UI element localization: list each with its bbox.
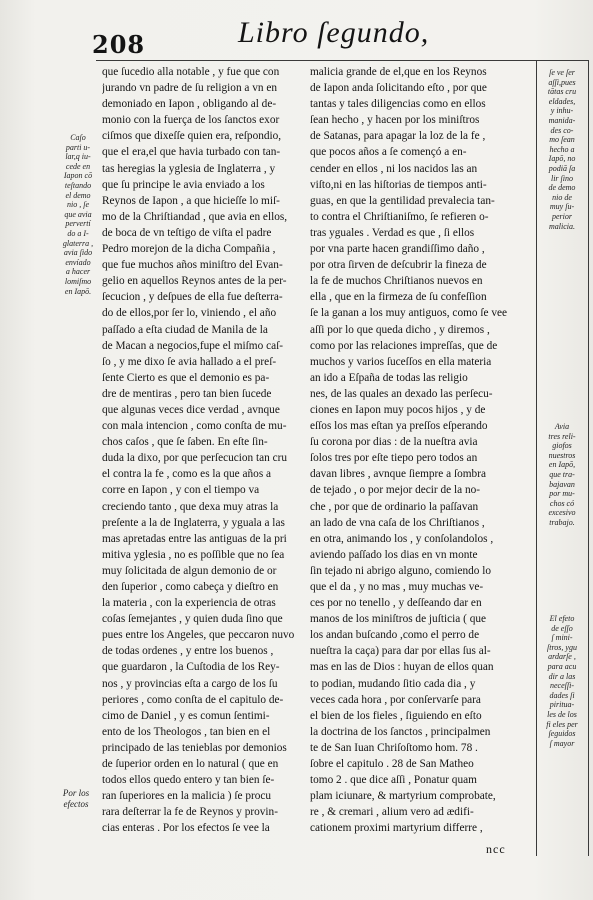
text-line: por otra ſirven de deſcubrir la fineza de [310, 259, 487, 272]
text-line: la materia , con la experiencia de otras [102, 597, 276, 610]
margin-note-line: nio de [552, 192, 572, 202]
text-line: cender en ellos , ni los nacidos las an [310, 162, 478, 175]
text-line: che , por que de ordinario la paſſavan [310, 500, 479, 513]
text-line: en otra, animando los , y conſolandolos , [310, 532, 494, 545]
text-line: ſu corona por dias : de la nueſtra avia [310, 436, 478, 449]
text-line: el contra la fe , como es la que años a [102, 468, 272, 481]
text-line: plam iciunare, & martyrium comprobate, [310, 790, 496, 803]
text-line: los andan buſcando ,como el perro de [310, 629, 480, 642]
margin-note-line: nio , ſe [67, 200, 89, 210]
text-line: chos caſos , que ſe ſaben. En eſte ſin- [102, 436, 268, 449]
text-line: que ſu principe le avia enviado a los [102, 178, 265, 191]
text-line: malicia grande de el,que en los Reynos [310, 66, 487, 78]
text-line: principado de las tenieblas por demonios [102, 741, 287, 754]
text-line: corre en Iapon , y con el tiempo va [102, 484, 260, 497]
text-line: davan libres , avnque ſiempre a ſombra [310, 468, 486, 481]
margin-note-line: eldades, [548, 96, 576, 106]
text-line: de todas ordenes , y entre los buenos , [102, 645, 274, 658]
margin-note-line: que avia [64, 209, 92, 219]
text-line: demoniado en Iapon , obligando al de- [102, 98, 277, 111]
text-line: ſecucion , y deſpues de ella fue deſterra- [102, 291, 283, 304]
text-line: que el era,el que havia turbado con tan- [102, 146, 281, 159]
margin-note-left-2 [52, 788, 100, 810]
margin-note-line: perior [552, 211, 572, 221]
text-line: de boca de vn teſtigo de viſta el padre [102, 226, 272, 239]
margin-note-right-3 [536, 614, 588, 748]
margin-note-line: en Iapō, [548, 460, 576, 470]
text-line: an lado de vna caſa de los Chriſtianos , [310, 516, 485, 529]
margin-note-line: Iapō, no [548, 154, 576, 164]
margin-note-line: envíado [65, 257, 91, 267]
text-line: que pocos años a ſe començó a en- [310, 146, 467, 159]
margin-note-right-1 [536, 68, 588, 231]
margin-note-line: dir a las [548, 671, 576, 681]
margin-note-line: muy ſu- [549, 202, 575, 212]
margin-note-line: lomiſmo [64, 276, 92, 286]
text-line: an ido a Eſpaña de todas las religio [310, 371, 468, 384]
text-line: guas, en que la gentilidad prevalecia tan- [310, 194, 495, 207]
text-line: todos ellos quedo entero y tan bien ſe- [102, 774, 275, 787]
text-line: nueſtra la caça) para dar por ellas ſus al- [310, 645, 491, 658]
text-line: jurando vn padre de ſu religion a vn en [102, 82, 278, 95]
margin-note-line: lir ſino [550, 173, 573, 183]
margin-note-line: les de los [547, 709, 577, 719]
margin-note-line: malicia. [549, 221, 575, 231]
margin-note-line: por mu- [549, 489, 575, 499]
text-line: to podian, mudando ſitio cada dia , y [310, 677, 476, 690]
text-line: nes, de las quales an dexado las perſecu- [310, 387, 493, 400]
margin-note-line: glaterra , [62, 238, 94, 248]
margin-note-line: ſe ve ſer [549, 68, 575, 77]
margin-note-right-2 [536, 422, 588, 528]
text-line: periores , como conſta de el capitulo de- [102, 693, 284, 706]
text-line: muy ſolicitada de algun demonio de or [102, 564, 277, 577]
margin-note-line: trabajo. [549, 517, 575, 527]
text-line: paſſado a eſta ciudad de Manila de la [102, 323, 268, 336]
page-number: 208 [92, 30, 146, 59]
text-line: de ſuperior orden en lo natural ( que en [102, 758, 279, 771]
margin-note-line: mo ſean [549, 135, 575, 145]
margin-note-line: teſtando [64, 180, 92, 190]
margin-note-line: Por los [62, 788, 90, 798]
text-line: por vna parte hacen grandiſſimo daño , [310, 243, 485, 256]
text-line: re , & cremari , alium vero ad ædifi- [310, 806, 474, 819]
text-line: ciones en Iapon muy pocos hijos , y de [310, 403, 486, 416]
margin-note-line: ſeguidos [548, 729, 576, 739]
text-line: ſobre el capitulo . 28 de San Matheo [310, 758, 474, 771]
text-line: te de San Iuan Chriſoſtomo hom. 78 . [310, 741, 478, 754]
margin-note-line: Avia [554, 422, 570, 431]
header-rule [96, 60, 536, 61]
text-line: de Satanas, para apagar la loz de la fe , [310, 130, 486, 143]
margin-note-line: en Iapō. [64, 286, 92, 296]
signature-mark: ncc [486, 842, 506, 856]
text-line: pues entre los Angeles, que peccaron nuvo [102, 629, 295, 642]
margin-note-line: que tra- [549, 469, 575, 479]
text-line: do de ellos,por ſer lo, viniendo , el año [102, 307, 277, 320]
margin-note-line: tātas cru [547, 87, 577, 97]
text-line: rara deſterrar la fe de Reynos y provin- [102, 806, 278, 819]
margin-note-line: podiā ſa [548, 163, 576, 173]
text-line: cias enteras . Por los efectos ſe vee la [102, 822, 270, 835]
margin-note-line: ſ mini- [551, 633, 573, 643]
text-line: dre de mentiras , pero tan bien ſucede [102, 387, 272, 400]
margin-note-line: El efeto [549, 614, 575, 623]
text-line: ciſmos que dixeſſe quien era, reſpondio, [102, 130, 282, 143]
margin-note-line: hecho a [549, 144, 575, 154]
margin-note-line: chos có [549, 498, 575, 508]
text-line: ſe la ganan a los muy antiguos, como ſe vee [310, 307, 508, 320]
text-line: tas heregias la yglesia de Inglaterra , y [102, 162, 276, 175]
margin-note-line: des co- [550, 125, 574, 135]
margin-note-line: tres reli- [548, 431, 576, 441]
margin-note-line: y inhu- [550, 106, 574, 116]
text-line: mo de la Chriſtiandad , que avia en ellos, [102, 210, 288, 223]
margin-note-line: a hacer [65, 267, 91, 277]
text-line: ces por no tenello , y deſſeando dar en [310, 597, 482, 610]
margin-rule-outer [588, 60, 589, 856]
margin-note-line: pervertí [65, 219, 91, 229]
text-line: Pedro morejon de la dicha Compañia , [102, 243, 276, 256]
margin-note-line: de demo [548, 183, 576, 193]
margin-note-line: bajavan [549, 479, 575, 489]
text-line: cimo de Daniel , y es comun ſentimi- [102, 709, 270, 722]
text-line: ſolos tres por eſte tiepo pero todos an [310, 452, 478, 465]
margin-note-line: de eſſo [551, 623, 573, 633]
text-line: viſto,ni en las hiſtorias de tiempos anti- [310, 178, 487, 191]
text-column-left [102, 64, 304, 837]
text-line: tantas y tales diligencias como en ellos [310, 98, 486, 111]
margin-note-line: lar,q iu- [65, 152, 91, 162]
margin-note-line: piritua- [549, 700, 575, 710]
text-line: de Macan a negocios,fupe el miſmo caſ- [102, 339, 283, 352]
text-line: ſo , y me dixo ſe avia hallado a el preſ- [102, 355, 277, 368]
text-line: ran ſuperiores en la malicia ) ſe procu [102, 790, 272, 803]
margin-note-line: avia ſido [63, 248, 93, 258]
text-line: manos de los miniſtros de juſticia ( que [310, 613, 487, 626]
margin-note-line: giofos [552, 441, 572, 451]
text-line: que algunas veces dice verdad , avnque [102, 403, 280, 416]
text-line: tomo 2 . que dice aſſi , Ponatur quam [310, 774, 477, 787]
margin-note-line: Caſo [70, 133, 86, 142]
text-line: que fue muchos años miniſtro del Evan- [102, 259, 283, 272]
text-line: to contra el Chriſtianiſmo, ſe refieren o- [310, 210, 489, 223]
margin-note-line: excesivo [548, 508, 576, 518]
text-line: la fe de muchos Chriſtianos nuevos en [310, 275, 483, 288]
text-line: que el da , y no mas , muy muchas ve- [310, 581, 484, 593]
text-line: ſin tejado ni abrigo alguno, comiendo lo [310, 564, 492, 577]
text-line: Reynos de Iapon , a que hicieſſe lo miſ- [102, 194, 280, 207]
text-line: den ſuperior , como cabeça y dieſtro en [102, 581, 279, 593]
text-line: de tejado , o por mejor decir de la no- [310, 484, 481, 497]
text-line: la doctrina de los ſanctos , principalmen [310, 725, 491, 738]
margin-note-line: dades ſi [549, 690, 575, 700]
text-line: ſente Cierto es que el demonio es pa- [102, 371, 270, 384]
text-line: monio con la fuerça de los ſanctos exor [102, 114, 280, 127]
text-line: creciendo tanto , que dexa muy atras la [102, 500, 279, 513]
text-line: nos , y provincias eſta a cargo de los ſu [102, 677, 278, 690]
text-line: que guardaron , la Cuſtodia de los Rey- [102, 661, 280, 674]
text-line: aviendo paſſado los dias en vn monte [310, 548, 478, 561]
text-line: ſean hecho , y hacen por los miniſtros [310, 114, 480, 127]
margin-rule-top-right [536, 60, 588, 61]
running-title: Libro ſegundo, [238, 16, 430, 49]
margin-note-line: ſ mayor [549, 738, 575, 748]
margin-note-line: manida- [548, 115, 576, 125]
text-column-right [310, 64, 532, 837]
margin-note-line: el demo [65, 190, 91, 200]
margin-note-line: nuestros [548, 450, 576, 460]
margin-note-left-1 [56, 133, 100, 296]
margin-note-line: Iapon cō [63, 171, 93, 181]
margin-note-line: neceſſi- [550, 681, 574, 691]
text-line: muchos y varios ſuceſſos en ella materia [310, 355, 492, 368]
text-line: eſſos los mas eſtan ya preſſos eſperando [310, 420, 488, 433]
margin-note-line: parti u- [65, 142, 91, 152]
text-line: aſſi por lo que queda dicho , y diremos , [310, 323, 490, 336]
text-line: gelio en aquellos Reynos antes de la per- [102, 275, 287, 288]
margin-note-line: fi eles per [546, 719, 578, 729]
margin-note-line: cede en [65, 161, 91, 171]
text-line: tras yguales . Verdad es que , ſi ellos [310, 226, 475, 239]
text-line: coſas ſemejantes , y quien duda ſino que [102, 613, 283, 626]
text-line: cationem proximi martyrium differre , [310, 822, 483, 835]
text-line: de Iapon anda ſolicitando eſto , por que [310, 82, 487, 95]
text-line: mas en las de Dios : huyan de ellos quan [310, 661, 494, 674]
text-line: veces cada hora , por conſervarſe para [310, 693, 481, 706]
text-line: duda la dixo, por que perſecucion tan cru [102, 452, 288, 465]
text-line: con mala intencion , como conſta de mu- [102, 420, 287, 433]
margin-note-line: ardarſe , [548, 652, 576, 662]
text-line: ella , que en la firmeza de ſu confeſſion [310, 291, 487, 304]
margin-note-line: aſſi,pues [548, 77, 576, 87]
text-line: preſente a la de Inglaterra, y yguala a las [102, 516, 285, 529]
margin-note-line: ſtros, ygu [547, 642, 577, 652]
margin-note-line: efectos [63, 799, 89, 809]
text-line: que ſucedio alla notable , y fue que con [102, 66, 280, 78]
text-line: el bien de los fieles , ſiguiendo en eſto [310, 709, 482, 722]
margin-note-line: do a I- [67, 228, 89, 238]
text-line: mitiva yglesia , no es poſſible que no ſea [102, 548, 285, 561]
text-line: como por las relaciones impreſſas, que de [310, 339, 498, 352]
text-line: ento de los Theologos , tan bien en el [102, 725, 271, 738]
text-line: mas apretadas entre las antiguas de la pri [102, 532, 287, 545]
margin-note-line: para acu [547, 661, 577, 671]
